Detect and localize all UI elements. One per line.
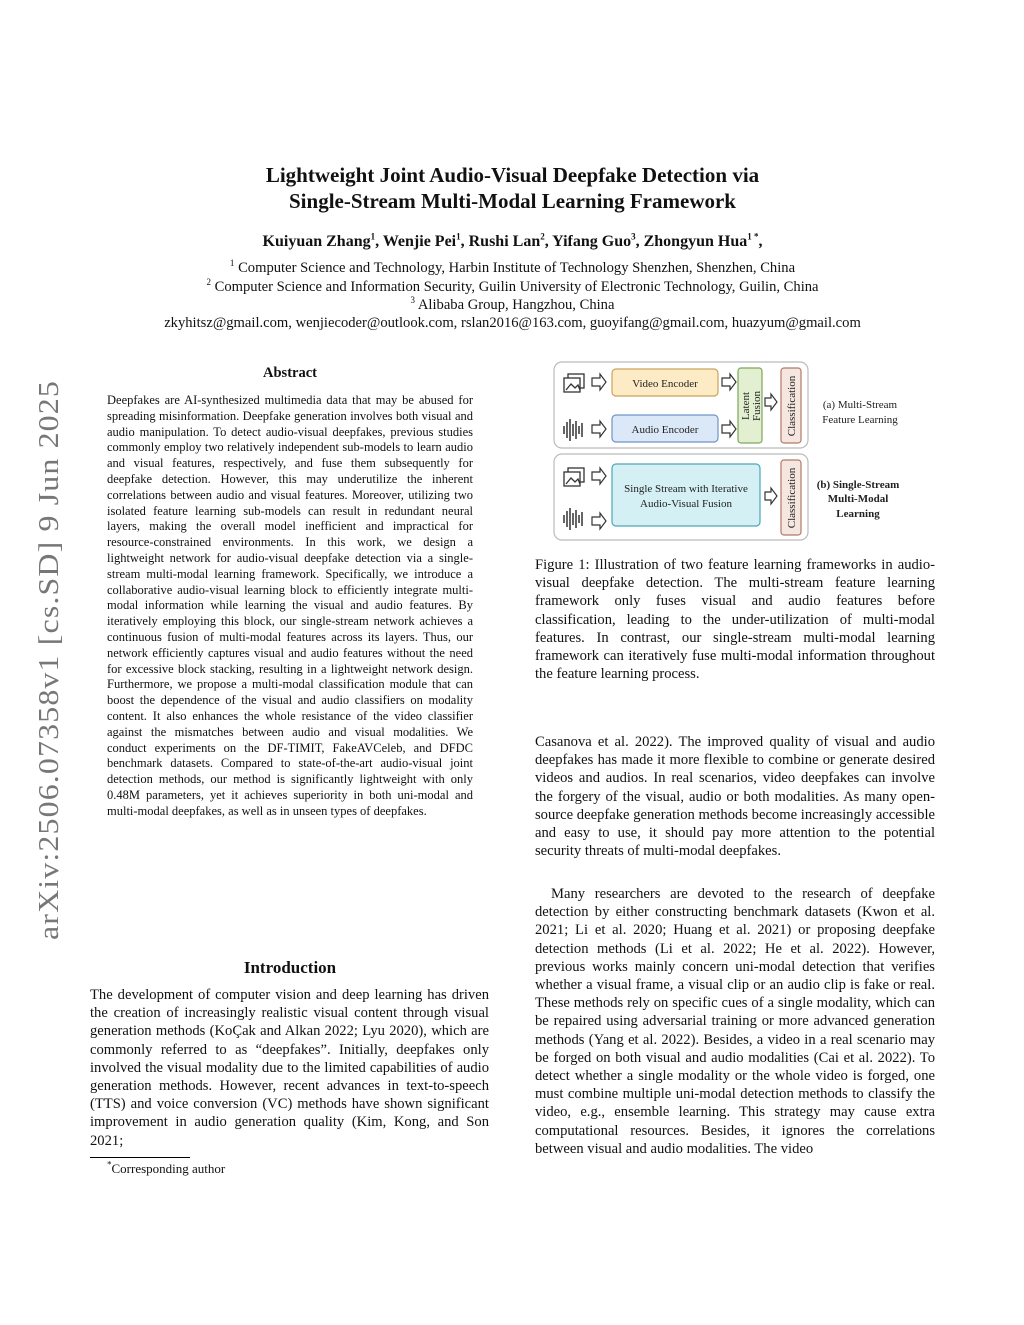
author-name: Yifang Guo [552, 233, 632, 250]
footnote-rule [90, 1157, 190, 1158]
affiliation-text: Alibaba Group, Hangzhou, China [417, 297, 615, 313]
affiliation-3 [90, 296, 935, 314]
affiliation-mark: 1 [229, 258, 235, 269]
author-affil-mark: 2 [540, 231, 545, 242]
single-stream-box [612, 464, 760, 526]
author-name: Wenjie Pei [382, 233, 457, 250]
author-name: Zhongyun Hua [643, 233, 748, 250]
video-encoder-label: Video Encoder [632, 378, 698, 390]
arxiv-stamp [20, 380, 70, 940]
affiliation-mark: 3 [410, 295, 416, 306]
abstract-text: Deepfakes are AI-synthesized multimedia data that may be abused for spreading misinformation. Deepfake generation involves both visual and audio manipulation. To detect audio-visual deepfakes, previous studies commonly employ two relatively independent sub-models to learn audio and visual features, respectively, and fuse them subsequently for deepfake detection. However, this may underutilize the inherent correlations between audio and visual features. Moreover, utilizing two isolated feature learning sub-models can result in redundant neural layers, making the overall model inefficient and impractical for resource-constrained environments. In this work, we design a lightweight network for audio-visual deepfake detection via a single-stream multi-modal learning framework. Specifically, we introduce a collaborative audio-visual learning block to efficiently integrate multi-modal information while learning the visual and audio features. By iteratively employing this block, our single-stream network achieves a continuous fusion of multi-modal features across its layers. Thus, our network efficiently captures visual and audio features without the need for excessive block stacking, resulting in a lightweight network design. Furthermore, we propose a multi-modal classification module that can boost the dependence of the visual and audio classifiers on modality content. It also enhances the whole resistance of the video classifier against the mismatches between audio and visual modalities. We conduct experiments on the DF-TIMIT, FakeAVCeleb, and DFDC benchmark datasets. Compared to state-of-the-art audio-visual joint detection methods, our method is significantly lightweight with only 0.48M parameters, yet it achieves superiority in both uni-modal and multi-modal deepfakes, as well as in unseen types of deepfakes. [107, 393, 473, 818]
paper-title-line-1: Lightweight Joint Audio-Visual Deepfake Detection via [265, 163, 760, 187]
affiliation-mark: 2 [206, 277, 211, 288]
author-affil-mark: 3 [631, 231, 636, 242]
author-name: Kuiyuan Zhang [262, 233, 371, 250]
footnote-marker: * [107, 1159, 112, 1170]
single-stream-label-2: Audio-Visual Fusion [640, 498, 732, 510]
affiliation-2 [90, 278, 935, 296]
paper-title-line-2: Single-Stream Multi-Modal Learning Framework [289, 189, 736, 213]
author-name: Rushi Lan [468, 233, 541, 250]
latent-fusion-label-2: Fusion [751, 391, 763, 421]
author-affil-mark: 1 [370, 231, 376, 242]
author-list: Kuiyuan Zhang$^1$, Wenjie Pei$^1$, Rushi Lan$^2$, Yifang Guo$^3$, Zhongyun Hua$^{1 *}$, [262, 231, 763, 250]
figure-1 [550, 360, 934, 545]
arxiv-stamp-text: arXiv:2506.07358v1 [cs.SD] 9 Jun 2025 [34, 448, 65, 940]
panel-b-label-2: Multi-Modal [827, 493, 889, 505]
author-emails: zkyhitsz@gmail.com, wenjiecoder@outlook.com, rslan2016@163.com, guoyifang@gmail.com, huazyum@gmail.com [164, 315, 861, 331]
affiliation-text: Computer Science and Technology, Harbin Institute of Technology Shenzhen, Shenzhen, China [238, 260, 796, 276]
introduction-text: The development of computer vision and deep learning has driven the creation of increasingly realistic visual content through visual generation methods (KoÇak and Alkan 2022; Lyu 2020), which are commonly referred to as “deepfakes”. Initially, deepfakes only involved the visual modality due to the limited capabilities of audio generation methods. However, recent advances in text-to-speech (TTS) and voice conversion (VC) methods have shown significant improvement in audio generation quality (Kim, Kong, and Son 2021; [90, 987, 489, 1149]
single-stream-label-1: Single Stream with Iterative [624, 483, 748, 495]
footnote [107, 1161, 225, 1177]
audio-encoder-label: Audio Encoder [631, 424, 699, 436]
panel-a-label-1: (a) Multi-Stream [822, 399, 898, 411]
footnote-text: Corresponding author [111, 1161, 226, 1176]
panel-b-label-1: (b) Single-Stream [816, 479, 900, 491]
latent-fusion-label-1: Latent [740, 391, 752, 421]
panel-b-label-3: Learning [836, 508, 880, 520]
figure-1-caption: Figure 1: Illustration of two feature learning frameworks in audio-visual deepfake detection. The multi-stream feature learning framework only fuses visual and audio features before classification, leading to the under-utilization of multi-modal features. In contrast, our single-stream multi-modal learning framework can iteratively fuse multi-modal information throughout the feature learning process. [535, 557, 935, 683]
body-paragraph: Many researchers are devoted to the research of deepfake detection by either constructing benchmark datasets (Kwon et al. 2021; Li et al. 2020; Huang et al. 2021) or proposing deepfake detection methods (Li et al. 2022; He et al. 2022). However, previous works mainly concern uni-modal detection that verifies whether a visual frame, a visual clip or an audio clip is fake or real. These methods rely on specific cues of a single modality, which can be repaired using adversarial training or more advanced generation methods (Yang et al. 2022). Besides, a video in a real scenario may be forged on both visual and audio modalities (Cai et al. 2022). To detect whether a single modality or the whole video is forged, one must combine multiple uni-modal detection methods to classify the video, e.g., ensemble learning. This strategy may cause extra computational resources. Besides, it ignores the correlations between visual and audio modalities. The video [535, 886, 935, 1157]
affiliation-1 [90, 259, 935, 277]
abstract-heading: Abstract [263, 365, 317, 381]
classification-label-a: Classification [786, 375, 798, 437]
body-paragraph: Casanova et al. 2022). The improved quality of visual and audio deepfakes has made it more flexible to combine or generate desired videos and audios. In real scenarios, video deepfakes can involve the forgery of the visual, audio or both modalities. As many open-source deepfake generation methods become increasingly accessible and easy to use, it should pay more attention to the potential security threats of multi-modal deepfakes. [535, 734, 935, 860]
affiliation-text: Computer Science and Information Security, Guilin University of Electronic Technology, Guilin, China [214, 279, 819, 295]
author-affil-mark: 1 [456, 231, 461, 242]
classification-label-b: Classification [786, 467, 798, 529]
author-affil-mark: 1 * [747, 231, 759, 242]
introduction-heading: Introduction [243, 958, 337, 977]
panel-a-label-2: Feature Learning [822, 414, 898, 426]
